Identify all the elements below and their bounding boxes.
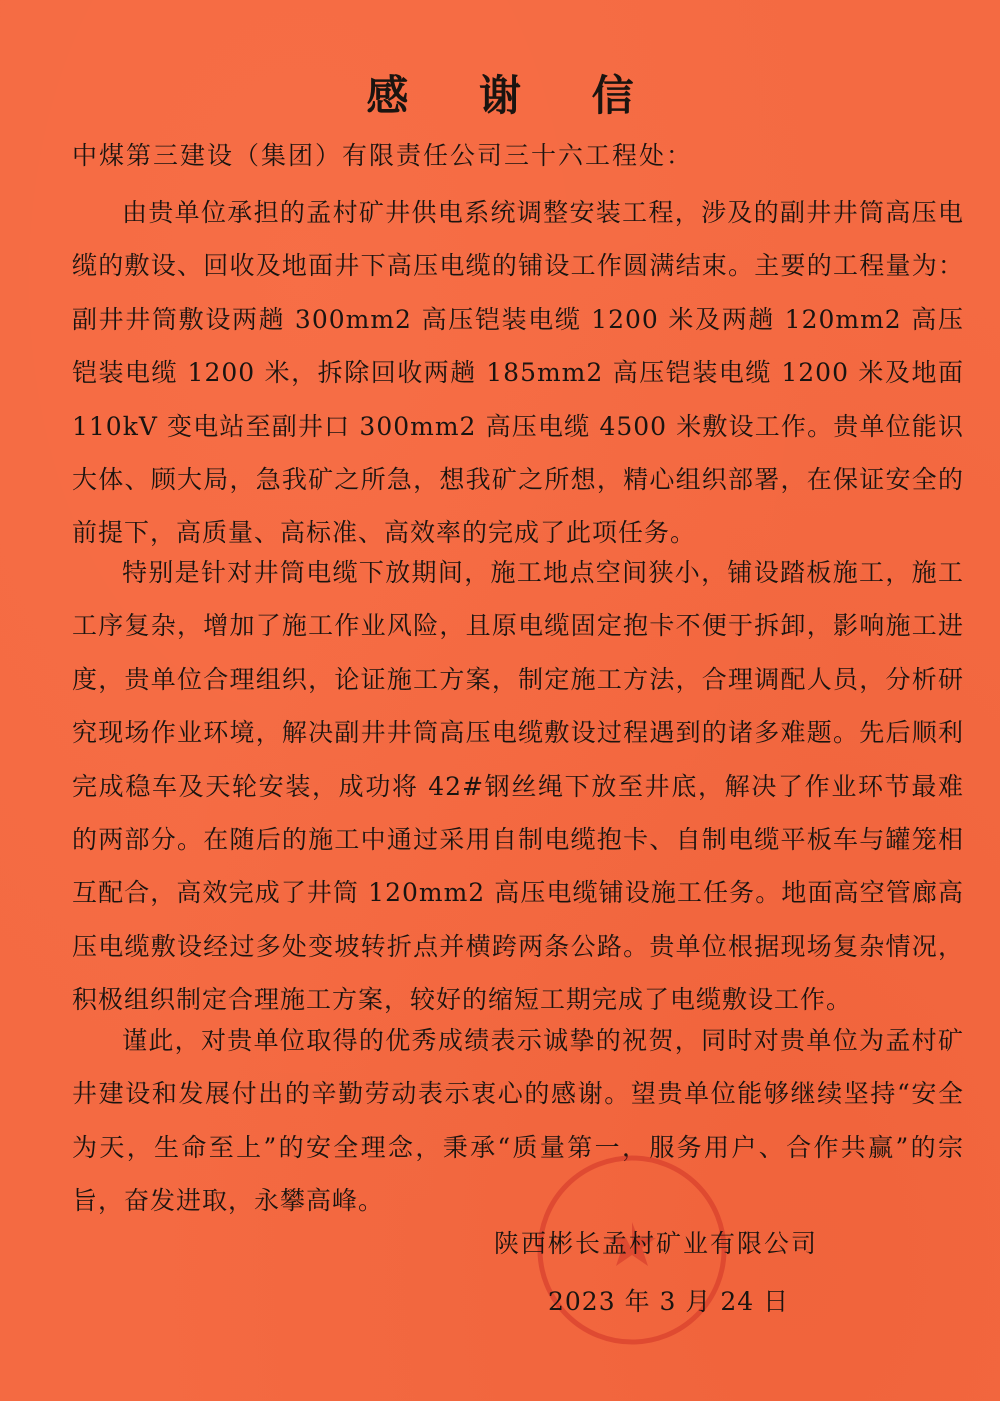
letter-paragraph-3: 谨此，对贵单位取得的优秀成绩表示诚挚的祝贺，同时对贵单位为孟村矿井建设和发展付出的辛勤劳动表示衷心的感谢。望贵单位能够继续坚持“安全为天，生命至上”的安全理念，秉承“质量第一，服务用户、合作共赢”的宗旨，奋发进取，永攀高峰。: [72, 1026, 964, 1216]
letter-paragraph-2: 特别是针对井筒电缆下放期间，施工地点空间狭小，铺设踏板施工，施工工序复杂，增加了施工作业风险，且原电缆固定抱卡不便于拆卸，影响施工进度，贵单位合理组织，论证施工方案，制定施工方法，合理调配人员，分析研究现场作业环境，解决副井井筒高压电缆敷设过程遇到的诸多难题。先后顺利完成稳车及天轮安装，成功将 42#钢丝绳下放至井底，解决了作业环节最难的两部分。在随后的施工中通过采用自制电缆抱卡、自制电缆平板车与罐笼相互配合，高效完成了井筒 120mm2 高压电缆铺设施工任务。地面高空管廊高压电缆敷设经过多处变坡转折点并横跨两条公路。贵单位根据现场复杂情况，积极组织制定合理施工方案，较好的缩短工期完成了电缆敷设工作。: [72, 558, 964, 1015]
letter-salutation: 中煤第三建设（集团）有限责任公司三十六工程处：: [72, 141, 694, 170]
letter-signature: 陕西彬长孟村矿业有限公司: [494, 1229, 819, 1258]
letter-date: 2023 年 3 月 24 日: [548, 1287, 790, 1316]
letter-title: 感 谢 信: [366, 71, 662, 120]
letter-paragraph-1: 由贵单位承担的孟村矿井供电系统调整安装工程，涉及的副井井筒高压电缆的敷设、回收及地面井下高压电缆的铺设工作圆满结束。主要的工程量为：副井井筒敷设两趟 300mm2 高压铠装电缆 1200 米及两趟 120mm2 高压铠装电缆 1200 米，拆除回收两趟 185mm2 高压铠装电缆 1200 米及地面 110kV 变电站至副井口 300mm2 高压电缆 4500 米敷设工作。贵单位能识大体、顾大局，急我矿之所急，想我矿之所想，精心组织部署，在保证安全的前提下，高质量、高标准、高效率的完成了此项任务。: [72, 198, 964, 548]
